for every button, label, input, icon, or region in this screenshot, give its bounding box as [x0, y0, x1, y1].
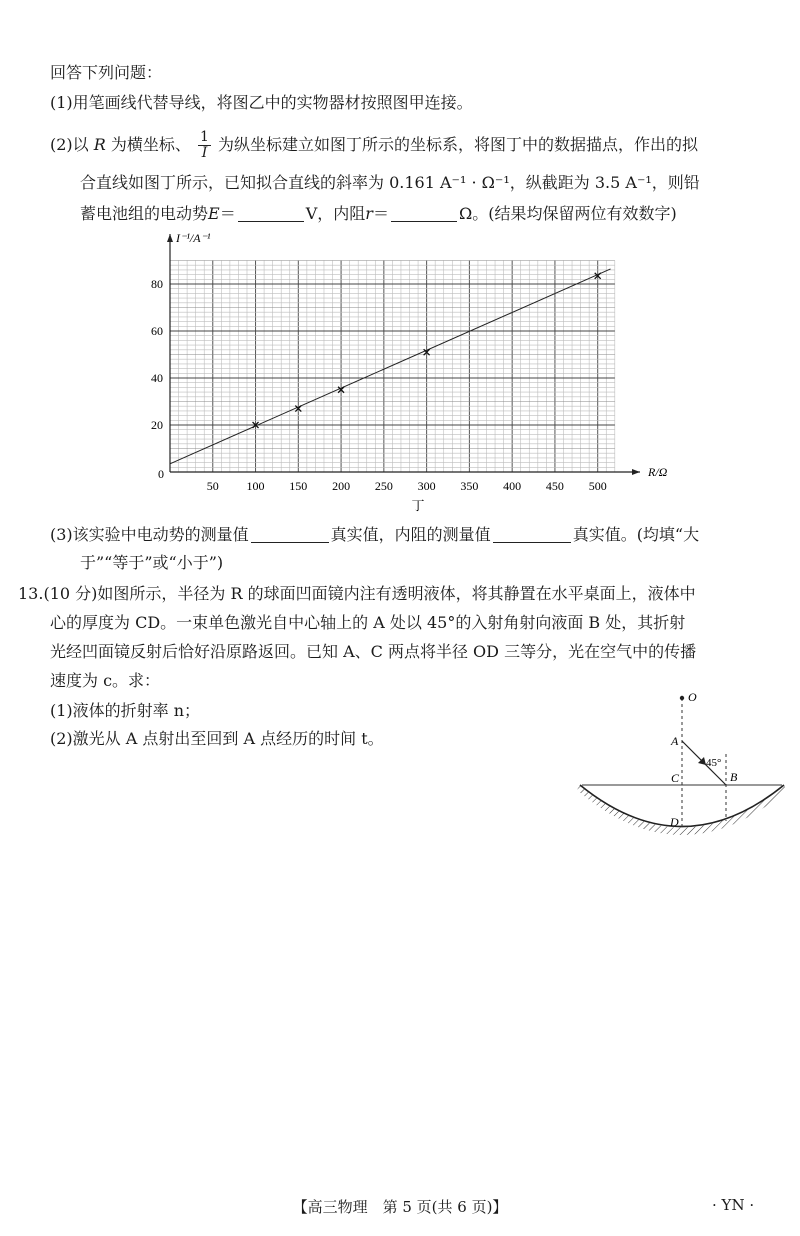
label-b: B [730, 770, 738, 784]
q12-part2-line3: 蓄电池组的电动势E＝ V，内阻r＝ Ω。(结果均保留两位有效数字) [80, 204, 677, 223]
y-tick-label: 20 [151, 418, 163, 432]
fraction-one-over-i: $\frac{1}{I}$ [200, 129, 209, 161]
origin-label: 0 [158, 467, 164, 481]
point-o [680, 696, 684, 700]
footer-code: · YN · [712, 1196, 755, 1214]
x-tick-label: 250 [374, 479, 393, 493]
label-d: D [670, 815, 679, 829]
q12-part1: (1)用笔画线代替导线，将图乙中的实物器材按照图甲连接。 [50, 93, 473, 112]
page-footer: 【高三物理 第 5 页(共 6 页)】 [292, 1198, 508, 1216]
emf-answer-blank[interactable] [238, 205, 304, 222]
x-tick-label: 200 [332, 479, 351, 493]
chart-ding [140, 228, 680, 520]
y-tick-label: 80 [151, 277, 163, 291]
mirror-hatch-outer [577, 785, 787, 835]
x-axis-arrow [632, 469, 640, 475]
x-tick-label: 350 [460, 479, 479, 493]
q12-part3-line1: (3)该实验中电动势的测量值 真实值，内阻的测量值 真实值。(均填“大 [50, 525, 700, 544]
y-tick-label: 60 [151, 324, 163, 338]
q12-part2-line2: 合直线如图丁所示，已知拟合直线的斜率为 0.161 A⁻¹ · Ω⁻¹，纵截距为 3.5 A⁻¹，则铅 [80, 173, 700, 192]
emf-compare-blank[interactable] [251, 526, 329, 543]
q12-part3-line2: 于”“等于”或“小于”) [80, 553, 224, 572]
q13-line3: 光经凹面镜反射后恰好沿原路返回。已知 A、C 两点将半径 OD 三等分，光在空气中的传播 [50, 642, 697, 661]
x-tick-label: 150 [289, 479, 308, 493]
label-a: A [671, 734, 679, 748]
label-angle: 45° [706, 757, 722, 769]
x-tick-label: 50 [206, 479, 219, 493]
intro-text: 回答下列问题： [50, 63, 163, 82]
q13-sub2: (2)激光从 A 点射出至回到 A 点经历的时间 t。 [50, 729, 384, 748]
y-axis-label: I⁻¹/A⁻¹ [176, 231, 211, 245]
label-o: O [688, 690, 697, 704]
y-tick-label: 40 [151, 371, 163, 385]
x-tick-label: 300 [417, 479, 436, 493]
x-tick-label: 500 [588, 479, 607, 493]
q13-line2: 心的厚度为 CD。一束单色激光自中心轴上的 A 处以 45°的入射角射向液面 B 处，其折射 [50, 613, 686, 632]
chart-title: 丁 [411, 498, 425, 513]
label-c: C [671, 771, 680, 785]
x-tick-label: 100 [246, 479, 265, 493]
q13-line4: 速度为 c。求： [50, 671, 161, 690]
q12-part2-line1: (2)以 R 为横坐标、 $\frac{1}{I}$ 为纵坐标建立如图丁所示的坐标系，将图丁中的数据描点，作出的拟 [50, 129, 699, 161]
q13-line1: 13.(10 分)如图所示，半径为 R 的球面凹面镜内注有透明液体，将其静置在水平桌面上，液体中 [18, 584, 696, 603]
q13-sub1: (1)液体的折射率 n； [50, 701, 201, 720]
x-axis-label: R/Ω [648, 465, 668, 479]
resistance-answer-blank[interactable] [391, 205, 457, 222]
x-tick-label: 400 [503, 479, 522, 493]
x-tick-label: 450 [545, 479, 564, 493]
y-axis-arrow [167, 234, 173, 242]
resistance-compare-blank[interactable] [493, 526, 571, 543]
concave-mirror-figure [570, 690, 800, 840]
